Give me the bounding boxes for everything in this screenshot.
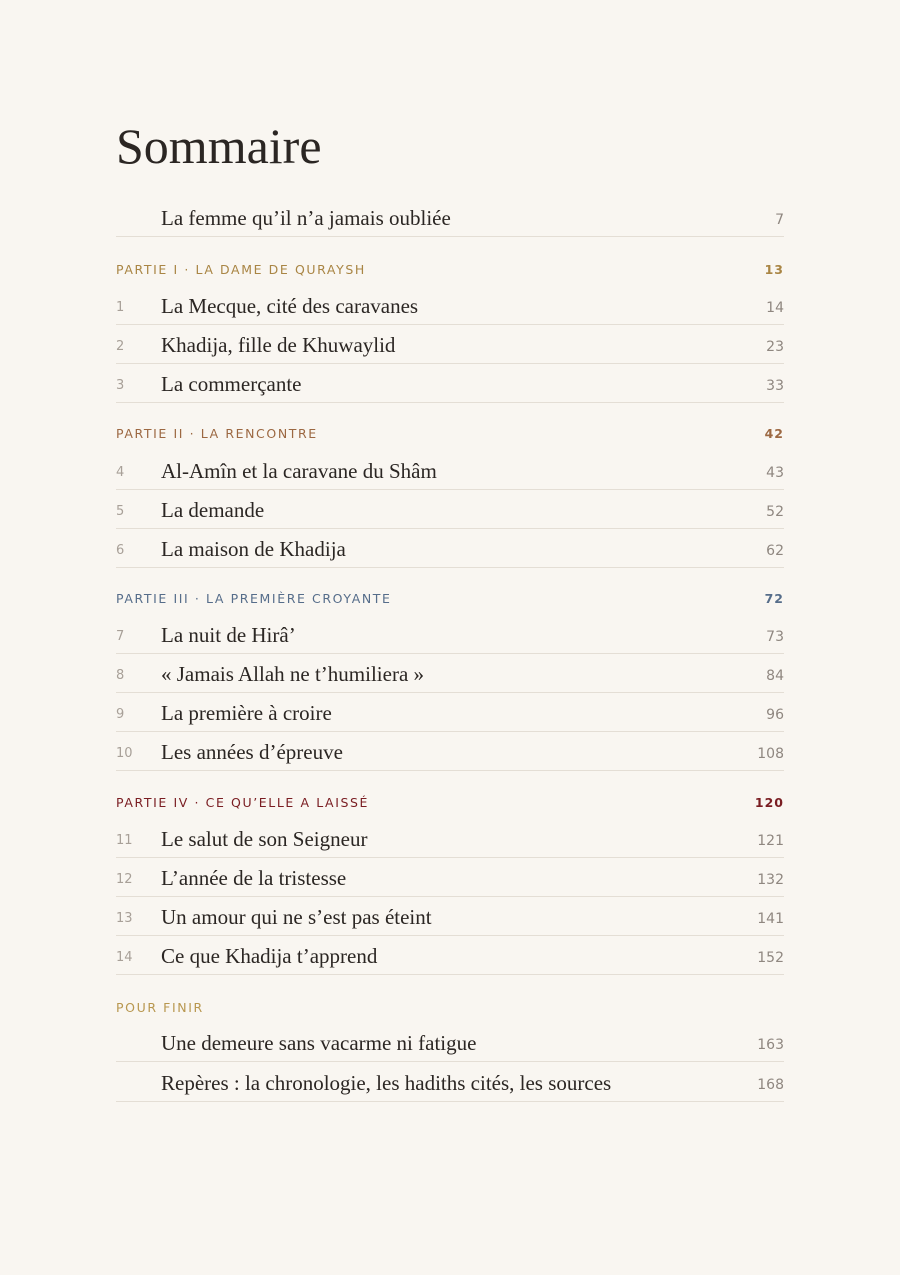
- part-label: PARTIE II · LA RENCONTRE: [116, 426, 318, 441]
- toc-entry-label: Repères : la chronologie, les hadiths cités, les sources: [161, 1071, 612, 1095]
- toc-entry-page: 62: [766, 543, 784, 559]
- toc-entry-label: Ce que Khadija t’apprend: [161, 944, 378, 968]
- chapter-number: 6: [116, 543, 125, 558]
- toc-entry-label: La nuit de Hirâ’: [161, 623, 296, 647]
- chapter-number: 11: [116, 833, 133, 848]
- toc-entry-label: La maison de Khadija: [161, 537, 346, 561]
- toc-entry[interactable]: [116, 897, 784, 936]
- toc-entry-page: 96: [766, 707, 784, 723]
- toc-entry[interactable]: [116, 858, 784, 897]
- part-page: 42: [764, 426, 784, 441]
- part-page: 13: [764, 262, 784, 277]
- part-page: 72: [764, 591, 784, 606]
- toc-entry-label: Les années d’épreuve: [161, 740, 343, 764]
- toc-entry[interactable]: [116, 286, 784, 325]
- part-heading-1: [116, 262, 784, 280]
- toc-entry[interactable]: [116, 490, 784, 529]
- toc-entry[interactable]: [116, 936, 784, 975]
- toc-entry-page: 7: [775, 212, 784, 228]
- toc-entry-label: La première à croire: [161, 701, 332, 725]
- toc-entry-page: 43: [766, 465, 784, 481]
- toc-entry-page: 163: [757, 1037, 784, 1053]
- chapter-number: 9: [116, 707, 125, 722]
- chapter-number: 8: [116, 668, 125, 683]
- toc-entry-page: 108: [757, 746, 784, 762]
- toc-entry-page: 168: [757, 1077, 784, 1093]
- chapter-number: 5: [116, 504, 125, 519]
- toc-entry-label: Le salut de son Seigneur: [161, 827, 368, 851]
- toc-entry-page: 152: [757, 950, 784, 966]
- toc-entry-label: La femme qu’il n’a jamais oubliée: [161, 206, 451, 230]
- toc-entry[interactable]: [116, 529, 784, 568]
- toc-entry[interactable]: [116, 1062, 784, 1102]
- toc-entry-label: La Mecque, cité des caravanes: [161, 294, 419, 318]
- toc-entry-label: Khadija, fille de Khuwaylid: [161, 333, 396, 357]
- toc-entry-page: 14: [766, 300, 784, 316]
- closing-heading: [116, 1000, 784, 1018]
- toc-entry-label: Al-Amîn et la caravane du Shâm: [161, 459, 437, 483]
- toc-entry-page: 52: [766, 504, 784, 520]
- chapter-number: 12: [116, 872, 133, 887]
- toc-entry[interactable]: [116, 451, 784, 490]
- toc-entry[interactable]: [116, 615, 784, 654]
- toc-entry-page: 23: [766, 339, 784, 355]
- toc-entry[interactable]: [116, 693, 784, 732]
- toc-entry-page: 73: [766, 629, 784, 645]
- toc-entry[interactable]: [116, 654, 784, 693]
- chapter-number: 1: [116, 300, 125, 315]
- chapter-number: 2: [116, 339, 125, 354]
- toc-entry-label: La demande: [161, 498, 265, 522]
- chapter-number: 14: [116, 950, 133, 965]
- toc-entry-page: 84: [766, 668, 784, 684]
- closing-label: POUR FINIR: [116, 1000, 204, 1015]
- part-label: PARTIE III · LA PREMIÈRE CROYANTE: [116, 591, 392, 606]
- toc-entry[interactable]: [116, 1023, 784, 1062]
- part-heading-2: [116, 426, 784, 444]
- toc-entry[interactable]: [116, 325, 784, 364]
- toc-entry-page: 132: [757, 872, 784, 888]
- toc-entry-label: Une demeure sans vacarme ni fatigue: [161, 1031, 477, 1055]
- toc-entry-label: L’année de la tristesse: [161, 866, 347, 890]
- part-label: PARTIE I · LA DAME DE QURAYSH: [116, 262, 366, 277]
- toc-entry-label: Un amour qui ne s’est pas éteint: [161, 905, 432, 929]
- chapter-number: 3: [116, 378, 125, 393]
- part-label: PARTIE IV · CE QU’ELLE A LAISSÉ: [116, 795, 370, 810]
- toc-entry-label: La commerçante: [161, 372, 302, 396]
- chapter-number: 4: [116, 465, 125, 480]
- part-heading-3: [116, 591, 784, 609]
- toc-entry-page: 33: [766, 378, 784, 394]
- toc-entry[interactable]: [116, 364, 784, 403]
- toc-entry-page: 121: [757, 833, 784, 849]
- chapter-number: 13: [116, 911, 133, 926]
- toc-entry-intro[interactable]: [116, 198, 784, 237]
- page-title: Sommaire: [116, 118, 322, 174]
- chapter-number: 10: [116, 746, 133, 761]
- toc-entry[interactable]: [116, 732, 784, 771]
- chapter-number: 7: [116, 629, 125, 644]
- toc-entry-label: « Jamais Allah ne t’humiliera »: [161, 662, 425, 686]
- toc-entry[interactable]: [116, 819, 784, 858]
- part-page: 120: [754, 795, 784, 810]
- toc-entry-page: 141: [757, 911, 784, 927]
- part-heading-4: [116, 795, 784, 813]
